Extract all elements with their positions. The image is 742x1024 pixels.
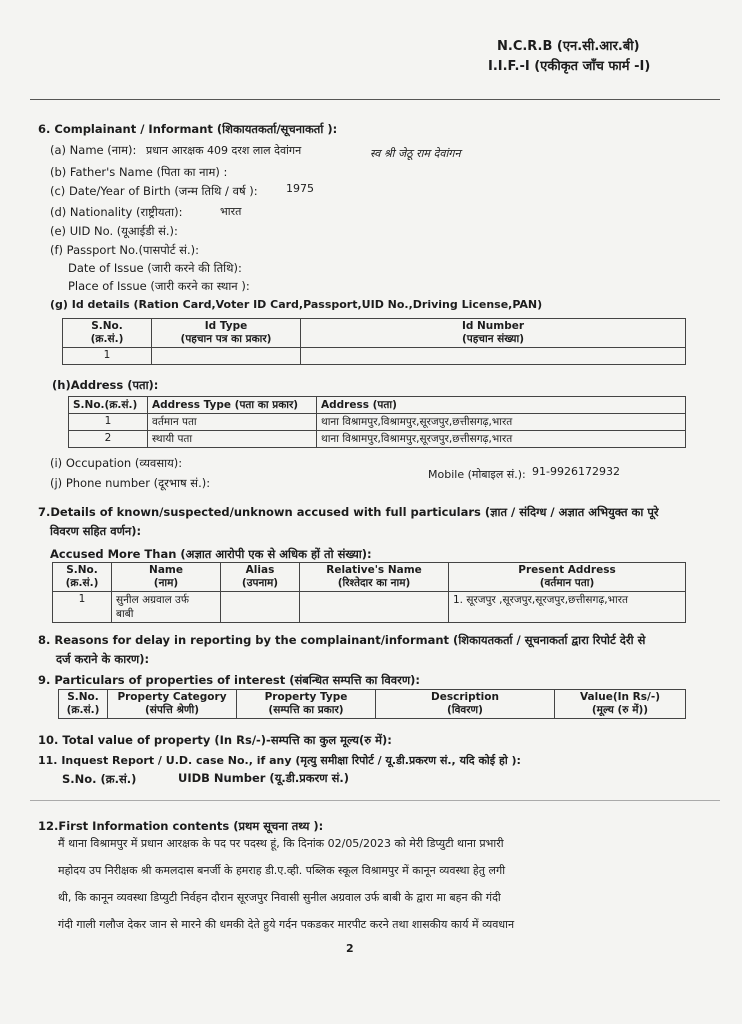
place-of-issue-label: Place of Issue (जारी करने का स्थान ): bbox=[68, 279, 250, 293]
col-sno-hi: (क्र.सं.) bbox=[65, 577, 99, 589]
col-value-hi: (मूल्य (रु में)) bbox=[591, 704, 649, 716]
fir-contents bbox=[58, 830, 514, 938]
nationality-label: (d) Nationality (राष्ट्रीयता): bbox=[50, 205, 183, 219]
col-addr-type: Address Type (पता का प्रकार) bbox=[148, 397, 317, 414]
id-details-label: (g) Id details (Ration Card,Voter ID Card,Passport,UID No.,Driving License,PAN) bbox=[50, 298, 543, 311]
accused-address: 1. सूरजपुर ,सूरजपुर,सूरजपुर,छत्तीसगढ़,भारत bbox=[449, 592, 686, 623]
col-category: Property Category bbox=[117, 691, 227, 703]
addr-row-type: स्थायी पता bbox=[148, 431, 317, 448]
section-9-title: 9. Particulars of properties of interest (संबन्धित सम्पत्ति का विवरण): bbox=[38, 673, 420, 687]
section-10-title: 10. Total value of property (In Rs/-)-सम्पत्ति का कुल मूल्य(रु में): bbox=[38, 733, 392, 747]
address-label: (h)Address (पता): bbox=[52, 378, 159, 392]
accused-row-sno: 1 bbox=[53, 592, 112, 623]
page-number: 2 bbox=[346, 942, 354, 955]
dob-value: 1975 bbox=[286, 182, 314, 195]
col-sno-hi: (क्र.सं.) bbox=[66, 704, 100, 716]
section-8-title: 8. Reasons for delay in reporting by the complainant/informant (शिकायतकर्ता / सूचनाकर्ता द्वारा रिपोर्ट देरी से bbox=[38, 633, 646, 647]
col-category-hi: (संपत्ति श्रेणी) bbox=[144, 704, 200, 716]
col-name-hi: (नाम) bbox=[153, 577, 179, 589]
mobile-label: Mobile (मोबाइल सं.): bbox=[428, 468, 526, 481]
col-id-type: Id Type bbox=[204, 320, 248, 332]
fir-line: मैं थाना विश्रामपुर में प्रधान आरक्षक के पद पर पदस्थ हूं, कि दिनांक 02/05/2023 को मेरी डिप्युटी थाना प्रभारी bbox=[58, 837, 504, 850]
col-id-type-hi: (पहचान पत्र का प्रकार) bbox=[180, 333, 272, 345]
col-name: Name bbox=[149, 564, 183, 576]
occupation-label: (i) Occupation (व्यवसाय): bbox=[50, 456, 183, 470]
fir-line: महोदय उप निरीक्षक श्री कमलदास बनर्जी के हमराह डी.ए.व्ही. पब्लिक स्कूल विश्रामपुर में कानून व्यवस्था हेतु लगी bbox=[58, 864, 506, 877]
section-12-title: 12.First Information contents (प्रथम सूचना तथ्य ): bbox=[38, 819, 324, 833]
ncrb-heading: N.C.R.B (एन.सी.आर.बी) bbox=[497, 39, 640, 54]
fir-line: गंदी गाली गलौज देकर जान से मारने की धमकी देते हुये गर्दन पकडकर मारपीट करने तथा शासकीय कार्य में व्यवधान bbox=[58, 918, 515, 931]
addr-row-type: वर्तमान पता bbox=[148, 414, 317, 431]
addr-row-sno: 1 bbox=[69, 414, 148, 431]
accused-more-label: Accused More Than (अज्ञात आरोपी एक से अधिक हों तो संख्या): bbox=[50, 547, 372, 561]
name-value: प्रधान आरक्षक 409 दरश लाल देवांगन bbox=[146, 144, 302, 157]
col-relative-hi: (रिश्तेदार का नाम) bbox=[337, 577, 411, 589]
col-description-hi: (विवरण) bbox=[447, 704, 483, 716]
header-divider bbox=[30, 99, 720, 100]
col-addr: Address (पता) bbox=[317, 397, 686, 414]
col-id-number-hi: (पहचान संख्या) bbox=[461, 333, 525, 345]
address-table bbox=[68, 396, 686, 448]
col-addr-sno: S.No.(क्र.सं.) bbox=[69, 397, 148, 414]
col-alias: Alias bbox=[245, 564, 275, 576]
id-row-sno: 1 bbox=[63, 348, 152, 365]
col-present-address-hi: (वर्तमान पता) bbox=[539, 577, 595, 589]
inquest-sno: S.No. (क्र.सं.) bbox=[62, 772, 137, 786]
uidb-number: UIDB Number (यू.डी.प्रकरण सं.) bbox=[178, 771, 350, 785]
date-of-issue-label: Date of Issue (जारी करने की तिथि): bbox=[68, 261, 242, 275]
section-7-subtitle: विवरण सहित वर्णन): bbox=[50, 524, 142, 538]
table-row bbox=[63, 348, 686, 365]
id-details-table bbox=[62, 318, 686, 365]
uid-label: (e) UID No. (यूआईडी सं.): bbox=[50, 224, 178, 238]
property-table bbox=[58, 689, 686, 719]
addr-row-sno: 2 bbox=[69, 431, 148, 448]
accused-name-cont: बाबी bbox=[116, 608, 134, 620]
section-8-subtitle: दर्ज कराने के कारण): bbox=[56, 652, 150, 666]
section-6-title: 6. Complainant / Informant (शिकायतकर्ता/सूचनाकर्ता ): bbox=[38, 122, 338, 136]
table-row bbox=[53, 592, 686, 623]
col-sno-hi: (क्र.सं.) bbox=[90, 333, 124, 345]
father-name-value: स्व श्री जेठू राम देवांगन bbox=[370, 147, 461, 160]
col-relative: Relative's Name bbox=[326, 564, 422, 576]
col-sno: S.No. bbox=[91, 320, 123, 332]
table-row bbox=[69, 414, 686, 431]
mobile-value: 91-9926172932 bbox=[532, 465, 620, 478]
table-row bbox=[69, 431, 686, 448]
section-divider bbox=[30, 800, 720, 801]
dob-label: (c) Date/Year of Birth (जन्म तिथि / वर्ष ): bbox=[50, 184, 258, 198]
addr-row-address: थाना विश्रामपुर,विश्रामपुर,सूरजपुर,छत्तीसगढ़,भारत bbox=[317, 431, 686, 448]
fir-line: थी, कि कानून व्यवस्था डिप्युटी निर्वहन दौरान सूरजपुर निवासी सुनील अग्रवाल उर्फ बाबी के द्वारा मा बहन की गंदी bbox=[58, 891, 501, 904]
col-id-number: Id Number bbox=[461, 320, 525, 332]
col-alias-hi: (उपनाम) bbox=[241, 577, 279, 589]
accused-name: सुनील अग्रवाल उर्फ bbox=[116, 594, 189, 606]
col-value: Value(In Rs/-) bbox=[580, 691, 660, 703]
iif-heading: I.I.F.-I (एकीकृत जाँच फार्म -I) bbox=[488, 59, 651, 74]
col-property-type-hi: (सम्पत्ति का प्रकार) bbox=[268, 704, 344, 716]
section-7-title: 7.Details of known/suspected/unknown accused with full particulars (ज्ञात / संदिग्ध / अज्ञात अभियुक्त का पूरे bbox=[38, 505, 659, 519]
addr-row-address: थाना विश्रामपुर,विश्रामपुर,सूरजपुर,छत्तीसगढ़,भारत bbox=[317, 414, 686, 431]
passport-label: (f) Passport No.(पासपोर्ट सं.): bbox=[50, 243, 199, 257]
nationality-value: भारत bbox=[220, 205, 242, 218]
col-description: Description bbox=[431, 691, 499, 703]
col-sno: S.No. bbox=[66, 564, 98, 576]
name-label: (a) Name (नाम): bbox=[50, 143, 137, 157]
accused-table bbox=[52, 562, 686, 623]
father-name-label: (b) Father's Name (पिता का नाम) : bbox=[50, 165, 228, 179]
phone-label: (j) Phone number (दूरभाष सं.): bbox=[50, 476, 211, 490]
section-11-title: 11. Inquest Report / U.D. case No., if any (मृत्यु समीक्षा रिपोर्ट / यू.डी.प्रकरण सं., यदि कोई हो ): bbox=[38, 754, 521, 767]
col-present-address: Present Address bbox=[518, 564, 616, 576]
col-sno: S.No. bbox=[67, 691, 99, 703]
col-property-type: Property Type bbox=[264, 691, 348, 703]
